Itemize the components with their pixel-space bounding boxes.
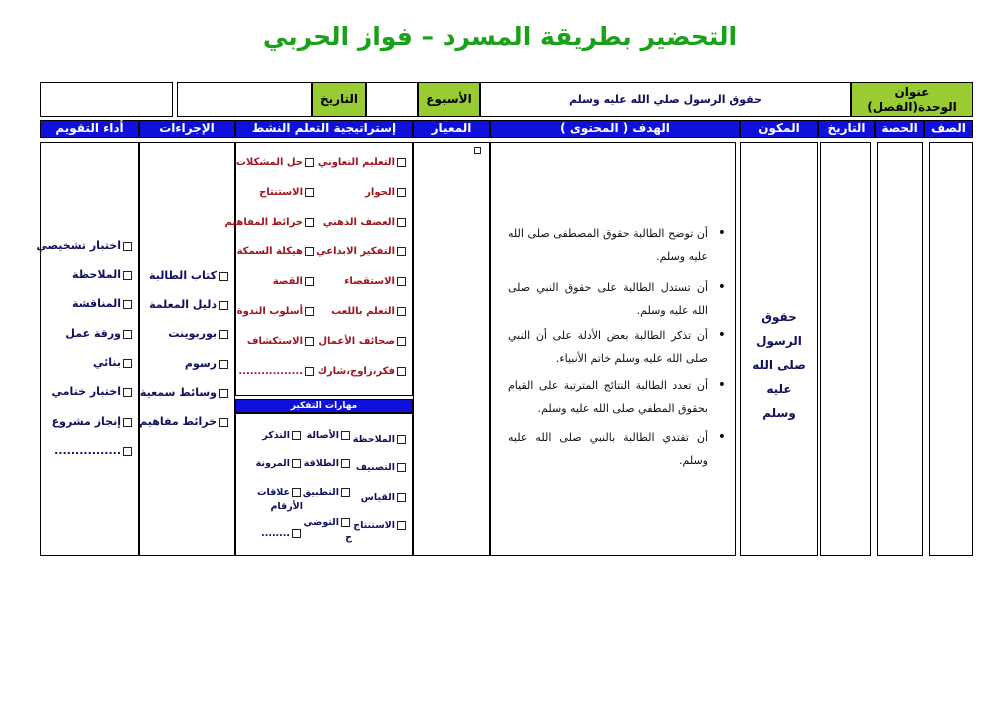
- procedure-item[interactable]: [139, 415, 230, 428]
- skill-label: التذكر: [262, 430, 290, 441]
- skill-label: ........: [261, 528, 290, 539]
- strategy-label: أسلوب الندوة: [236, 306, 303, 317]
- assessment-label: بنائي: [92, 356, 121, 369]
- unit-value: [480, 82, 851, 117]
- checkbox[interactable]: [123, 447, 132, 456]
- strategy-label: التعلم باللعب: [331, 306, 395, 317]
- skill-label: الاستنتاج: [353, 520, 395, 531]
- assessment-label: الملاحظة: [72, 268, 121, 281]
- strategy-label: التعليم التعاوني: [317, 157, 395, 168]
- checkbox[interactable]: [219, 389, 228, 398]
- strategy-item[interactable]: [238, 366, 316, 377]
- strategy-label: الاستنتاج: [259, 187, 303, 198]
- strategy-item[interactable]: [323, 217, 408, 228]
- strategy-item[interactable]: [236, 157, 316, 168]
- strategy-label: التفكير الابداعي: [316, 246, 395, 257]
- strategy-label: العصف الذهني: [322, 217, 395, 228]
- strategy-item[interactable]: [318, 157, 408, 168]
- skill-item[interactable]: [307, 430, 352, 441]
- skill-item[interactable]: [255, 486, 303, 514]
- assessment-label: اختبار تشخيصي: [36, 239, 121, 252]
- criterion-checkbox[interactable]: [474, 147, 481, 154]
- goal-text: أن تذكر الطالبة بعض الأدلة على أن النبي صلى الله عليه وسلم خاتم الأنبياء.: [508, 329, 708, 365]
- checkbox[interactable]: [123, 242, 132, 251]
- assessment-item[interactable]: [93, 356, 134, 369]
- procedure-label: رسوم: [184, 357, 217, 370]
- week-value-box[interactable]: [366, 82, 418, 117]
- strategy-item[interactable]: [365, 187, 408, 198]
- checkbox[interactable]: [341, 488, 350, 497]
- goal-item: • أن توضح الطالبة حقوق المصطفى صلى الله عليه وسلم.: [508, 225, 726, 263]
- checkbox[interactable]: [305, 247, 314, 256]
- col-assessment-header: أداء التقويم: [40, 120, 139, 138]
- checkbox[interactable]: [123, 359, 132, 368]
- strategy-item[interactable]: [318, 366, 408, 377]
- checkbox[interactable]: [219, 418, 228, 427]
- goal-item: • أن تستدل الطالبة على حقوق النبي صلى الله عليه وسلم.: [508, 279, 726, 317]
- strategy-label: .................: [238, 366, 303, 377]
- checkbox[interactable]: [341, 459, 350, 468]
- strategy-label: حل المشكلات: [235, 157, 303, 168]
- skill-label: الأصالة: [306, 430, 339, 441]
- checkbox[interactable]: [397, 158, 406, 167]
- checkbox[interactable]: [123, 418, 132, 427]
- strategy-item[interactable]: [259, 187, 316, 198]
- checkbox[interactable]: [305, 367, 314, 376]
- checkbox[interactable]: [397, 307, 406, 316]
- goal-item: • أن تعدد الطالبة النتائج المترتبة على القيام بحقوق المطفي صلى الله عليه وسلم.: [508, 377, 726, 415]
- skill-label: المرونة: [255, 458, 290, 469]
- skill-item[interactable]: [353, 520, 408, 531]
- col-procedures-body: [139, 142, 235, 556]
- col-criterion-header: المعيار: [413, 120, 490, 138]
- checkbox[interactable]: [292, 459, 301, 468]
- checkbox[interactable]: [397, 337, 406, 346]
- col-criterion-body: [413, 142, 490, 556]
- checkbox[interactable]: [123, 388, 132, 397]
- checkbox[interactable]: [341, 518, 350, 527]
- checkbox[interactable]: [305, 277, 314, 286]
- skill-item[interactable]: [353, 434, 408, 445]
- date-label: التاريخ: [312, 82, 366, 117]
- col-strategy-body: [235, 142, 413, 396]
- strategy-item[interactable]: [331, 306, 408, 317]
- procedure-label: خرائط مفاهيم: [139, 415, 217, 428]
- col-period-header: الحصة: [875, 120, 924, 138]
- checkbox[interactable]: [292, 431, 301, 440]
- assessment-item[interactable]: [52, 415, 134, 428]
- procedure-item[interactable]: [140, 386, 230, 399]
- goals-list: [490, 142, 736, 556]
- goal-item: • أن تقتدي الطالبة بالنبي صلى الله عليه وسلم.: [508, 429, 726, 467]
- col-procedures-header: الإجراءات: [139, 120, 235, 138]
- assessment-label: ورقة عمل: [65, 327, 121, 340]
- unit-value-text: حقوق الرسول صلي الله عليه وسلم: [569, 93, 762, 106]
- component-text: حقوق الرسول صلى الله عليه وسلم: [752, 310, 806, 420]
- skill-label: التصنيف: [355, 462, 395, 473]
- checkbox[interactable]: [397, 521, 406, 530]
- col-goal-header: الهدف ( المحتوى ): [490, 120, 740, 138]
- strategy-label: الاستقصاء: [344, 276, 395, 287]
- skill-item[interactable]: [361, 492, 408, 503]
- goal-text: أن توضح الطالبة حقوق المصطفى صلى الله عليه وسلم.: [508, 227, 708, 263]
- procedure-label: وسائط سمعية: [139, 386, 217, 399]
- strategy-item[interactable]: [273, 276, 316, 287]
- goal-text: أن تقتدي الطالبة بالنبي صلى الله عليه وسلم.: [508, 431, 708, 467]
- strategy-label: صحائف الأعمال: [318, 336, 395, 347]
- checkbox[interactable]: [397, 188, 406, 197]
- unit-label-text: عنوان الوحدة(الفصل): [867, 85, 957, 114]
- strategy-item[interactable]: [318, 336, 408, 347]
- skill-label: الطلاقة: [303, 458, 339, 469]
- unit-label: [851, 82, 973, 117]
- skill-item[interactable]: [256, 458, 303, 469]
- assessment-item[interactable]: [72, 297, 134, 310]
- assessment-item[interactable]: [52, 385, 134, 398]
- strategy-label: القصة: [272, 276, 303, 287]
- checkbox[interactable]: [341, 431, 350, 440]
- assessment-label: ................: [54, 444, 121, 457]
- goal-item: • أن تذكر الطالبة بعض الأدلة على أن النبي صلى الله عليه وسلم خاتم الأنبياء.: [508, 327, 726, 365]
- procedure-item[interactable]: [149, 298, 230, 311]
- assessment-label: إنجاز مشروع: [51, 415, 121, 428]
- strategy-label: الحوار: [365, 187, 395, 198]
- checkbox[interactable]: [219, 360, 228, 369]
- checkbox[interactable]: [219, 330, 228, 339]
- strategy-label: هيكلة السمكة: [236, 246, 303, 257]
- strategy-label: الاستكشاف: [246, 336, 303, 347]
- col-date-header: التاريخ: [818, 120, 875, 138]
- checkbox[interactable]: [305, 188, 314, 197]
- procedure-label: بوربوينت: [168, 327, 217, 340]
- checkbox[interactable]: [305, 337, 314, 346]
- skill-label: علاقات الأرقام: [256, 487, 303, 512]
- skill-item[interactable]: [303, 487, 352, 498]
- assessment-item[interactable]: [36, 239, 134, 252]
- checkbox[interactable]: [305, 307, 314, 316]
- col-class-body: [929, 142, 973, 556]
- assessment-label: اختبار ختامي: [51, 385, 121, 398]
- strategy-label: خرائط المفاهيم: [224, 217, 303, 228]
- checkbox[interactable]: [123, 330, 132, 339]
- skill-item[interactable]: [356, 462, 408, 473]
- strategy-label: فكر،زاوج،شارك: [317, 366, 395, 377]
- extra-value-box[interactable]: [40, 82, 173, 117]
- col-date-body: [820, 142, 871, 556]
- col-component-header: المكون: [740, 120, 818, 138]
- checkbox[interactable]: [305, 158, 314, 167]
- strategy-item[interactable]: [316, 246, 408, 257]
- col-period-body: [877, 142, 923, 556]
- checkbox[interactable]: [397, 247, 406, 256]
- assessment-item[interactable]: [72, 268, 134, 281]
- procedure-item[interactable]: [168, 327, 230, 340]
- procedure-label: دليل المعلمة: [149, 298, 217, 311]
- date-value-box[interactable]: [177, 82, 312, 117]
- col-class-header: الصف: [924, 120, 973, 138]
- checkbox[interactable]: [292, 488, 301, 497]
- checkbox[interactable]: [397, 463, 406, 472]
- col-strategy-header: إستراتيجية التعلم النشط: [235, 120, 413, 138]
- checkbox[interactable]: [292, 529, 301, 538]
- skill-item[interactable]: [261, 528, 303, 539]
- checkbox[interactable]: [397, 493, 406, 502]
- assessment-item[interactable]: [65, 327, 134, 340]
- skill-item[interactable]: [262, 430, 303, 441]
- skill-label: الملاحظة: [352, 434, 395, 445]
- checkbox[interactable]: [123, 300, 132, 309]
- checkbox[interactable]: [123, 271, 132, 280]
- skill-item[interactable]: [304, 458, 352, 469]
- strategy-item[interactable]: [225, 217, 317, 228]
- checkbox[interactable]: [397, 367, 406, 376]
- procedure-item[interactable]: [149, 269, 230, 282]
- week-label: الأسبوع: [418, 82, 480, 117]
- goal-text: أن تعدد الطالبة النتائج المترتبة على القيام بحقوق المطفي صلى الله عليه وسلم.: [508, 379, 708, 415]
- procedure-item[interactable]: [185, 357, 230, 370]
- strategy-item[interactable]: [237, 306, 316, 317]
- skill-label: التوضي ح: [303, 517, 352, 543]
- thinking-skills-title: مهارات التفكير: [235, 399, 413, 413]
- col-assessment-body: [40, 142, 139, 556]
- strategy-item[interactable]: [344, 276, 408, 287]
- assessment-item[interactable]: [54, 444, 134, 457]
- skill-label: التطبيق: [302, 487, 339, 498]
- page-title: التحضير بطريقة المسرد – فواز الحربي: [262, 22, 738, 51]
- procedure-label: كتاب الطالبة: [149, 269, 217, 282]
- checkbox[interactable]: [219, 301, 228, 310]
- strategy-item[interactable]: [237, 246, 316, 257]
- goal-text: أن تستدل الطالبة على حقوق النبي صلى الله عليه وسلم.: [508, 281, 708, 317]
- checkbox[interactable]: [397, 218, 406, 227]
- checkbox[interactable]: [305, 218, 314, 227]
- skill-label: القياس: [360, 492, 395, 503]
- checkbox[interactable]: [397, 277, 406, 286]
- checkbox[interactable]: [219, 272, 228, 281]
- skill-item[interactable]: [300, 515, 352, 545]
- strategy-item[interactable]: [247, 336, 316, 347]
- checkbox[interactable]: [397, 435, 406, 444]
- assessment-label: المناقشة: [72, 297, 121, 310]
